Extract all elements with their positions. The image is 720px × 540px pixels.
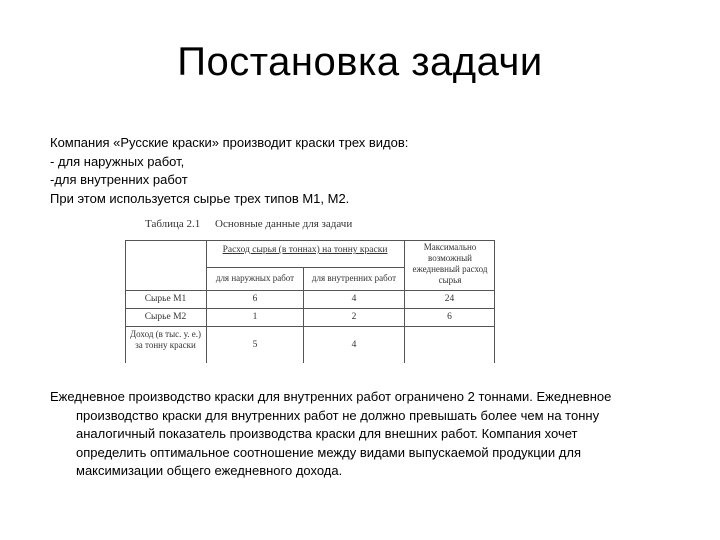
- table-cell: 4: [351, 294, 357, 304]
- paragraph-line: максимизации общего ежедневного дохода.: [76, 463, 343, 478]
- table-header-col: для внутренних работ: [311, 273, 397, 283]
- table-caption: [145, 218, 364, 230]
- table-border: [125, 290, 495, 291]
- table-cell: 5: [252, 340, 258, 350]
- intro-text: [50, 134, 690, 208]
- table-row-label: Сырье М2: [144, 312, 187, 322]
- table-caption-label: Таблица 2.1: [145, 218, 201, 230]
- intro-line: При этом используется сырье трех типов М1, М2.: [50, 190, 350, 206]
- table-row-label: Сырье М1: [144, 294, 187, 304]
- intro-line: - для наружных работ,: [50, 153, 185, 169]
- slide-title: Постановка задачи: [177, 40, 543, 84]
- paragraph-line: Ежедневное производство краски для внутренних работ ограничено 2 тоннами. Ежедневное: [50, 389, 612, 404]
- table-cell: 6: [252, 294, 258, 304]
- table-cell: 6: [447, 312, 452, 322]
- intro-line: -для внутренних работ: [50, 172, 188, 187]
- table-header-last: Максимально возможный ежедневный расход сырья: [412, 242, 488, 285]
- data-table-image: [125, 218, 495, 363]
- table-border: [494, 240, 495, 363]
- table-cell: 4: [351, 340, 357, 350]
- intro-line: Компания «Русские краски» производит краски трех видов:: [50, 135, 409, 150]
- paragraph-line: аналогичный показатель производства краски для внешних работ. Компания хочет: [76, 426, 578, 441]
- table-border: [125, 240, 495, 241]
- table-border: [206, 267, 404, 268]
- table-grid: [125, 240, 495, 363]
- table-border: [125, 326, 495, 327]
- table-border: [125, 308, 495, 309]
- table-cell: 24: [444, 294, 455, 304]
- paragraph-line: производство краски для внутренних работ не должно превышать более чем на тонну: [76, 407, 600, 423]
- table-header-group: Расход сырья (в тоннах) на тонну краски: [222, 245, 388, 255]
- table-cell: 2: [351, 312, 357, 322]
- table-cell: 1: [252, 312, 258, 322]
- table-row-label: Доход (в тыс. у. е.) за тонну краски: [130, 329, 201, 350]
- paragraph-line: определить оптимальное соотношение между видами выпускаемой продукции для: [76, 444, 582, 460]
- problem-paragraph: [50, 388, 690, 481]
- table-caption-text: Основные данные для задачи: [215, 218, 353, 230]
- table-header-col: для наружных работ: [215, 273, 295, 283]
